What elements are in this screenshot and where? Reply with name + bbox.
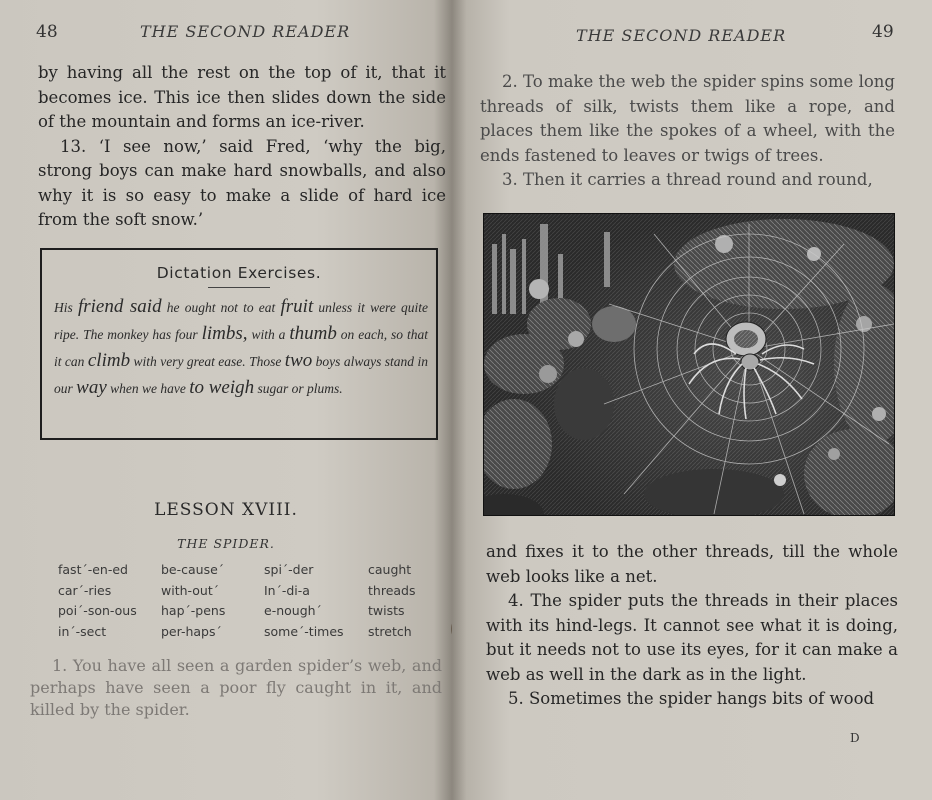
dictation-text-run: when we have (106, 381, 190, 396)
running-head: THE SECOND READER (576, 26, 787, 45)
spelling-word: some´-times (264, 623, 344, 639)
spelling-word: In´-di-a (264, 582, 310, 598)
paragraph-3-start: 3. Then it carries a thread round and round, (502, 170, 873, 189)
page-number: 48 (36, 22, 58, 42)
paragraph-3-end: and fixes it to the other threads, till the whole web looks like a net. (486, 542, 898, 586)
dictation-text-run: unless it were quite ripe. The monkey has four (54, 300, 428, 342)
dictation-text-run: with a (247, 327, 290, 342)
spelling-word: poi´-son-ous (58, 603, 137, 618)
dictation-title: Dictation Exercises. (156, 264, 322, 282)
title-rule (208, 287, 270, 288)
spelling-word: caught (368, 562, 412, 577)
text-block-top (480, 70, 895, 193)
paragraph-4: 4. The spider puts the threads in their places with its hind-legs. It cannot see what it is doing, but it needs not to use its eyes, for it can make a web as well in the dark as in the light. (486, 591, 898, 684)
spelling-word: threads (368, 582, 416, 598)
spelling-word: hap´-pens (161, 603, 226, 618)
spelling-word: e-nough´ (264, 603, 322, 618)
dictation-text-run: with very great ease. Those (130, 354, 285, 369)
spelling-word: twists (368, 603, 405, 618)
dictation-word: limbs, (201, 323, 248, 344)
dictation-text-run: on each, so that it can (54, 327, 428, 369)
spelling-word: fast´-en-ed (58, 562, 128, 577)
paragraph-continued: by having all the rest on the top of it, that it becomes ice. This ice then slides down the side of the mountain and forms an ice-river. (38, 63, 446, 131)
signature-mark: D (850, 731, 860, 745)
engraving (484, 214, 895, 516)
spelling-word: be-cause´ (161, 562, 225, 577)
lesson-title: LESSON XVIII. (154, 500, 298, 520)
small-flower (774, 474, 786, 486)
spelling-word: car´-ries (58, 582, 112, 598)
left-page (0, 0, 452, 800)
spelling-word: in´-sect (58, 623, 107, 639)
dictation-text (42, 294, 436, 402)
dictation-word: way (76, 377, 107, 398)
dictation-word: two (284, 350, 313, 371)
dictation-text-run: sugar or plums. (254, 381, 343, 396)
spelling-word: stretch (368, 623, 412, 639)
paragraph-1: 1. You have all seen a garden spider’s web, and perhaps have seen a poor fly caught in it, and killed by the spider. (30, 656, 442, 719)
dictation-word: to weigh (189, 377, 255, 398)
running-head: THE SECOND READER (140, 22, 351, 41)
dictation-word: friend said (77, 296, 162, 317)
dictation-word: climb (87, 350, 131, 371)
text-block-lesson (30, 655, 442, 721)
page-number: 49 (872, 22, 894, 42)
paragraph-5: 5. Sometimes the spider hangs bits of wood (508, 689, 875, 708)
spelling-word-grid (58, 561, 438, 641)
text-block-bottom (486, 540, 898, 712)
spider-web-illustration (483, 213, 895, 516)
dictation-word: thumb (289, 323, 337, 344)
text-block (38, 61, 446, 233)
dictation-text-run: His (54, 300, 78, 315)
dictation-box (40, 248, 438, 440)
spelling-word: with-out´ (161, 582, 219, 598)
spelling-word: per-haps´ (161, 623, 222, 639)
dictation-text-run: boys always stand in our (54, 354, 428, 396)
dictation-word: fruit (280, 296, 314, 317)
dictation-text-run: he ought not to eat (161, 300, 281, 315)
spelling-word: spi´-der (264, 562, 314, 577)
lesson-subtitle: THE SPIDER. (177, 536, 275, 551)
paragraph-2: 2. To make the web the spider spins some long threads of silk, twists them like a rope, and places them like the spokes of a wheel, with the ends fastened to leaves or twigs of trees. (480, 72, 895, 165)
paragraph-13: 13. ‘I see now,’ said Fred, ‘why the big, strong boys can make hard snowballs, and also why it is so easy to make a slide of hard ice from the soft snow.’ (38, 136, 446, 229)
